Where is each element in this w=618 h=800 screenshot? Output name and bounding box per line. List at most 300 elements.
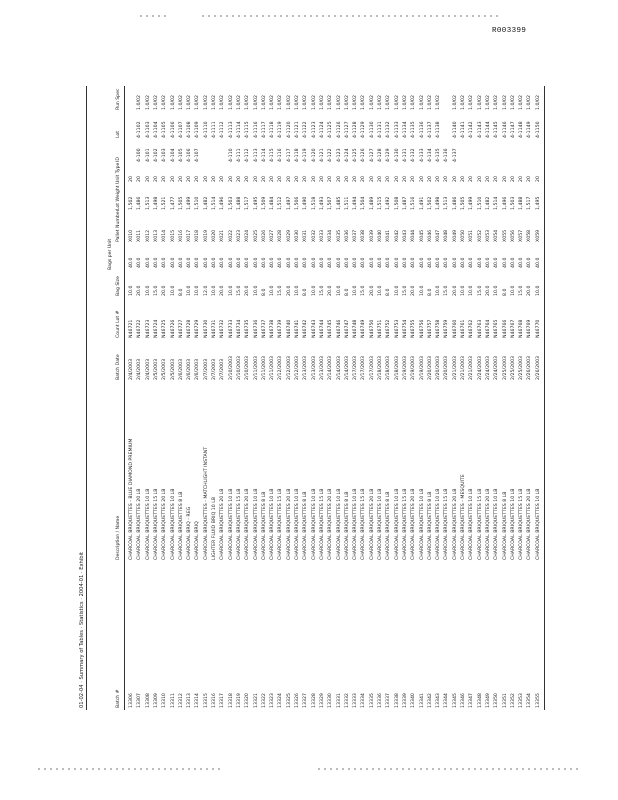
table-cell: 1.0/02 bbox=[170, 95, 176, 110]
table-row bbox=[277, 86, 285, 710]
table-cell: 4-1117 bbox=[261, 121, 267, 138]
table-cell: CHARCOAL BRIQUETTES 10 LB bbox=[170, 488, 176, 560]
table-cell: 2/7/2003 bbox=[212, 358, 217, 380]
table-cell: X051 bbox=[469, 229, 475, 242]
table-cell: N46752 bbox=[386, 319, 392, 338]
table-cell: 20 bbox=[461, 176, 466, 182]
table-cell: 1,507 bbox=[328, 196, 334, 210]
table-cell: X057 bbox=[519, 229, 525, 242]
table-cell: 2/19/2003 bbox=[411, 355, 417, 380]
table-cell: 40.0 bbox=[137, 257, 143, 268]
table-cell: 4-132 bbox=[411, 148, 417, 162]
table-cell: 1.0/02 bbox=[502, 95, 508, 110]
table-cell: 40.0 bbox=[236, 257, 242, 268]
table-cell: 13341 bbox=[419, 693, 425, 708]
table-cell: 20 bbox=[137, 176, 143, 182]
table-cell: 1.0/02 bbox=[278, 95, 284, 110]
table-cell: 10.0 bbox=[295, 285, 300, 296]
table-cell: 1.0/02 bbox=[270, 95, 276, 110]
table-cell: 1,498 bbox=[153, 196, 159, 210]
table-row bbox=[236, 86, 244, 710]
table-cell: 2/10/2003 bbox=[228, 355, 234, 380]
table-cell: 1.0/02 bbox=[485, 95, 491, 110]
table-cell: 20 bbox=[361, 176, 367, 182]
table-cell: 40.0 bbox=[361, 257, 367, 268]
table-row bbox=[194, 86, 202, 710]
table-cell: 13349 bbox=[485, 693, 491, 708]
table-cell: 15.0 bbox=[477, 285, 483, 296]
table-cell: X031 bbox=[303, 229, 309, 242]
table-cell: N46758 bbox=[436, 319, 442, 338]
table-cell: 1.0/02 bbox=[203, 95, 209, 110]
table-cell: N46748 bbox=[353, 319, 359, 338]
table-row bbox=[352, 86, 360, 710]
table-cell: 13314 bbox=[195, 693, 201, 708]
table-cell: X056 bbox=[510, 229, 516, 242]
table-cell: 1.0/02 bbox=[402, 95, 408, 110]
table-cell: 10.0 bbox=[510, 285, 516, 296]
table-cell: X050 bbox=[461, 229, 466, 242]
table-cell: CHARCOAL BRIQUETTES - MATCHLIGHT INSTANT bbox=[203, 446, 209, 560]
table-cell: CHARCOAL BRIQUETTES 8 LB bbox=[502, 491, 508, 560]
table-cell: CHARCOAL BRIQUETTES 10 LB bbox=[353, 488, 359, 560]
table-cell: 4-1150 bbox=[535, 121, 541, 138]
table-cell: 2/14/2003 bbox=[328, 355, 334, 380]
table-row bbox=[344, 86, 352, 710]
table-cell: N46739 bbox=[278, 319, 284, 338]
table-cell: 13337 bbox=[386, 693, 392, 708]
table-cell: CHARCOAL BRIQUETTES 20 LB bbox=[411, 488, 417, 560]
table-caption: 01-02-04 · Summary of Tables · Statistics · 2004-01 · Exhibit bbox=[79, 551, 85, 708]
table-cell: 13320 bbox=[245, 693, 251, 708]
table-cell: 20 bbox=[295, 176, 300, 182]
table-cell: 4-1105 bbox=[162, 121, 168, 138]
table-cell: 4-1136 bbox=[419, 121, 425, 138]
table-cell: N46728 bbox=[187, 319, 193, 338]
table-cell: X049 bbox=[452, 229, 458, 242]
table-cell: 1,502 bbox=[427, 196, 433, 210]
table-row bbox=[302, 86, 310, 710]
table-cell: 1,482 bbox=[485, 196, 491, 210]
table-cell: X026 bbox=[261, 229, 267, 242]
table-cell: 20 bbox=[153, 176, 159, 182]
table-cell: X048 bbox=[444, 229, 450, 242]
table-row bbox=[203, 86, 211, 710]
table-cell: 2/7/2003 bbox=[220, 358, 226, 380]
table-cell: 40.0 bbox=[402, 257, 408, 268]
table-cell: CHARCOAL BRIQUETTES - MESQUITE bbox=[461, 474, 466, 560]
table-cell: CHARCOAL BRIQUETTES 10 LB bbox=[270, 488, 276, 560]
table-cell: 8.0 bbox=[427, 288, 433, 296]
table-cell: X035 bbox=[336, 229, 342, 242]
table-cell: 40.0 bbox=[494, 257, 500, 268]
table-cell: 1,513 bbox=[145, 196, 151, 210]
table-cell: X029 bbox=[286, 229, 292, 242]
table-cell: 13347 bbox=[469, 693, 475, 708]
table-cell: CHARCOAL BRIQUETTES 10 LB bbox=[436, 488, 442, 560]
rotated-table-frame bbox=[78, 86, 546, 710]
table-row bbox=[294, 86, 302, 710]
table-cell: 4-129 bbox=[386, 148, 392, 162]
table-cell: 1.0/02 bbox=[145, 95, 151, 110]
table-row bbox=[460, 86, 468, 710]
table-cell: 40.0 bbox=[378, 257, 383, 268]
table-cell: 4-1148 bbox=[519, 121, 525, 138]
table-cell: 20.0 bbox=[245, 285, 251, 296]
table-cell: N46756 bbox=[419, 319, 425, 338]
table-cell: 10.0 bbox=[461, 285, 466, 296]
table-cell: 4-1125 bbox=[328, 121, 334, 138]
table-cell: 1,518 bbox=[311, 196, 317, 210]
table-row bbox=[493, 86, 501, 710]
table-cell: 1.0/02 bbox=[162, 95, 168, 110]
table-cell: 20 bbox=[286, 176, 292, 182]
table-cell: 2/4/2003 bbox=[145, 358, 151, 380]
table-cell: 20 bbox=[386, 176, 392, 182]
table-cell: CHARCOAL BRIQUETTES 15 LB bbox=[278, 488, 284, 560]
table-cell: 4-1120 bbox=[286, 121, 292, 138]
table-cell: X019 bbox=[203, 229, 209, 242]
table-row bbox=[443, 86, 451, 710]
table-cell: N46754 bbox=[402, 319, 408, 338]
table-cell: 13307 bbox=[137, 693, 143, 708]
table-cell: 4-135 bbox=[436, 148, 442, 162]
table-cell: 20 bbox=[336, 176, 342, 182]
table-cell: 1.0/02 bbox=[419, 95, 425, 110]
table-cell: 2/4/2003 bbox=[137, 358, 143, 380]
table-cell: 1,517 bbox=[245, 196, 251, 210]
table-cell: 2/18/2003 bbox=[386, 355, 392, 380]
table-cell: 20 bbox=[303, 176, 309, 182]
table-cell: 2/20/2003 bbox=[436, 355, 442, 380]
table-cell: X013 bbox=[153, 229, 159, 242]
table-cell: 2/18/2003 bbox=[378, 355, 383, 380]
table-cell: X023 bbox=[236, 229, 242, 242]
table-cell: 1,488 bbox=[519, 196, 525, 210]
table-cell: 10.0 bbox=[469, 285, 475, 296]
table-cell: 4-123 bbox=[336, 148, 342, 162]
table-cell: 8.0 bbox=[344, 288, 350, 296]
table-cell: 1.0/02 bbox=[212, 95, 217, 110]
table-cell: 10.0 bbox=[170, 285, 176, 296]
table-cell: 4-105 bbox=[178, 148, 184, 162]
table-cell: 20 bbox=[220, 176, 226, 182]
table-cell: 10.0 bbox=[187, 285, 193, 296]
table-cell: 4-128 bbox=[378, 148, 383, 162]
table-cell: 20 bbox=[477, 176, 483, 182]
table-cell: 4-1146 bbox=[502, 121, 508, 138]
table-cell: 4-110 bbox=[228, 148, 234, 162]
header-cell: Pallet Number bbox=[116, 209, 121, 242]
table-cell: 1.0/02 bbox=[311, 95, 317, 110]
table-cell: CHARCOAL BRIQUETTES 10 LB bbox=[469, 488, 475, 560]
table-cell: 4-1126 bbox=[336, 121, 342, 138]
table-cell: CHARCOAL BRIQUETTES 20 LB bbox=[286, 488, 292, 560]
table-cell: 1,503 bbox=[510, 196, 516, 210]
table-cell: 40.0 bbox=[162, 257, 168, 268]
table-cell: 40.0 bbox=[153, 257, 159, 268]
table-cell: 13328 bbox=[311, 693, 317, 708]
table-row bbox=[178, 86, 186, 710]
table-cell: X038 bbox=[361, 229, 367, 242]
table-cell: 2/6/2003 bbox=[195, 358, 201, 380]
table-cell: CHARCOAL BRIQUETTES 10 LB bbox=[510, 488, 516, 560]
table-cell: 20.0 bbox=[527, 285, 533, 296]
table-cell: 4-124 bbox=[344, 148, 350, 162]
table-cell: X041 bbox=[386, 229, 392, 242]
table-cell: 40.0 bbox=[344, 257, 350, 268]
table-cell: CHARCOAL BRIQUETTES 8 LB bbox=[178, 491, 184, 560]
table-cell: 20 bbox=[527, 176, 533, 182]
table-cell: 20 bbox=[378, 176, 383, 182]
table-cell: 4-102 bbox=[153, 148, 159, 162]
table-cell: 40.0 bbox=[535, 257, 541, 268]
table-cell: 20.0 bbox=[162, 285, 168, 296]
table-cell: 1,514 bbox=[494, 196, 500, 210]
table-cell: 1.0/02 bbox=[137, 95, 143, 110]
table-cell: N46753 bbox=[394, 319, 400, 338]
table-cell: CHARCOAL BRIQUETTES 10 LB bbox=[394, 488, 400, 560]
table-cell: 4-1133 bbox=[394, 121, 400, 138]
table-cell: 2/13/2003 bbox=[303, 355, 309, 380]
table-cell: 2/5/2003 bbox=[162, 358, 168, 380]
table-row bbox=[394, 86, 402, 710]
table-cell: 1,485 bbox=[336, 196, 342, 210]
table-cell: 1,510 bbox=[477, 196, 483, 210]
table-row bbox=[153, 86, 161, 710]
table-cell: 1.0/02 bbox=[378, 95, 383, 110]
table-row bbox=[219, 86, 227, 710]
table-cell: 1.0/02 bbox=[427, 95, 433, 110]
table-row bbox=[244, 86, 252, 710]
table-cell: X011 bbox=[137, 229, 143, 242]
table-cell: 1,496 bbox=[502, 196, 508, 210]
page-identifier: R003399 bbox=[492, 27, 527, 35]
table-cell: 20 bbox=[519, 176, 525, 182]
table-cell: X010 bbox=[129, 229, 134, 242]
table-cell: 40.0 bbox=[394, 257, 400, 268]
table-cell: X018 bbox=[195, 229, 201, 242]
table-cell: 40.0 bbox=[187, 257, 193, 268]
table-cell: 20 bbox=[236, 176, 242, 182]
table-cell: N46745 bbox=[328, 319, 334, 338]
table-row bbox=[128, 86, 136, 710]
table-cell: 20 bbox=[369, 176, 375, 182]
table-cell: 1.0/02 bbox=[361, 95, 367, 110]
table-cell: 13313 bbox=[187, 693, 193, 708]
table-cell: 4-1141 bbox=[461, 121, 466, 138]
table-cell: 20 bbox=[402, 176, 408, 182]
table-cell: N46733 bbox=[228, 319, 234, 338]
table-cell: 1,488 bbox=[236, 196, 242, 210]
table-cell: 2/11/2003 bbox=[253, 355, 259, 380]
table-cell: 40.0 bbox=[170, 257, 176, 268]
table-cell: 4-120 bbox=[311, 148, 317, 162]
table-cell: 2/17/2003 bbox=[369, 355, 375, 380]
table-row bbox=[136, 86, 144, 710]
table-cell: 40.0 bbox=[220, 257, 226, 268]
table-cell: 13318 bbox=[228, 693, 234, 708]
table-cell: 1.0/02 bbox=[187, 95, 193, 110]
table-cell: 10.0 bbox=[494, 285, 500, 296]
table-cell: 4-1130 bbox=[369, 121, 375, 138]
table-cell: 1,512 bbox=[278, 196, 284, 210]
table-cell: 1.0/02 bbox=[519, 95, 525, 110]
table-cell: N46750 bbox=[369, 319, 375, 338]
header-cell: Batch Date bbox=[116, 354, 121, 380]
table-cell: 20 bbox=[228, 176, 234, 182]
table-row bbox=[360, 86, 368, 710]
table-cell: 40.0 bbox=[469, 257, 475, 268]
table-cell: 4-103 bbox=[162, 148, 168, 162]
table-cell: 40.0 bbox=[510, 257, 516, 268]
table-cell: 40.0 bbox=[295, 257, 300, 268]
table-cell: 1,510 bbox=[195, 196, 201, 210]
table-cell: N46769 bbox=[527, 319, 533, 338]
table-cell: 1.0/02 bbox=[394, 95, 400, 110]
table-cell: 4-1134 bbox=[402, 121, 408, 138]
table-row bbox=[435, 86, 443, 710]
table-cell: 40.0 bbox=[519, 257, 525, 268]
table-cell: X030 bbox=[295, 229, 300, 242]
table-cell: 2/13/2003 bbox=[319, 355, 325, 380]
table-cell: 10.0 bbox=[378, 285, 383, 296]
table-cell: 4-125 bbox=[353, 148, 359, 162]
table-cell: N46767 bbox=[510, 319, 516, 338]
table-cell: 2/4/2003 bbox=[129, 358, 134, 380]
table-row bbox=[427, 86, 435, 710]
table-cell: 1,492 bbox=[386, 196, 392, 210]
table-cell: 20 bbox=[344, 176, 350, 182]
table-cell: 13327 bbox=[303, 693, 309, 708]
table-cell: 40.0 bbox=[178, 257, 184, 268]
table-cell: CHARCOAL BRIQUETTES 20 LB bbox=[527, 488, 533, 560]
table-cell: CHARCOAL BRIQUETTES 10 LB bbox=[311, 488, 317, 560]
table-cell: CHARCOAL BRIQUETTES 8 LB bbox=[261, 491, 267, 560]
table-cell: 4-131 bbox=[402, 148, 408, 162]
table-cell: 4-1135 bbox=[411, 121, 417, 138]
table-cell: CHARCOAL BRIQUETTES 15 LB bbox=[444, 488, 450, 560]
table-cell: 1,499 bbox=[469, 196, 475, 210]
table-cell: 1.0/02 bbox=[319, 95, 325, 110]
table-cell: CHARCOAL BRIQUETTES 20 LB bbox=[220, 488, 226, 560]
table-cell: 4-130 bbox=[394, 148, 400, 162]
table-cell: 15.0 bbox=[278, 285, 284, 296]
table-cell: 40.0 bbox=[319, 257, 325, 268]
table-cell: 1.0/02 bbox=[228, 95, 234, 110]
table-row bbox=[319, 86, 327, 710]
table-cell: 4-1132 bbox=[386, 121, 392, 138]
table-cell: X052 bbox=[477, 229, 483, 242]
table-row bbox=[327, 86, 335, 710]
table-cell: 8.0 bbox=[502, 288, 508, 296]
table-bottom-rule bbox=[544, 86, 545, 710]
table-cell: N46721 bbox=[129, 319, 134, 338]
table-cell: 4-1119 bbox=[278, 121, 284, 138]
table-row bbox=[369, 86, 377, 710]
table-cell: 2/21/2003 bbox=[469, 355, 475, 380]
table-cell: 4-1112 bbox=[220, 121, 226, 138]
table-cell: 13322 bbox=[261, 693, 267, 708]
table-cell: X014 bbox=[162, 229, 168, 242]
table-cell: 20 bbox=[195, 176, 201, 182]
table-row bbox=[286, 86, 294, 710]
table-cell: 13323 bbox=[270, 693, 276, 708]
table-cell: X032 bbox=[311, 229, 317, 242]
table-cell: CHARCOAL BRIQUETTES 15 LB bbox=[236, 488, 242, 560]
table-cell: 1,509 bbox=[261, 196, 267, 210]
table-cell: 10.0 bbox=[353, 285, 359, 296]
table-cell: 13336 bbox=[378, 693, 383, 708]
table-cell: 10.0 bbox=[270, 285, 276, 296]
table-cell: 10.0 bbox=[336, 285, 342, 296]
table-cell: 4-1109 bbox=[195, 121, 201, 138]
header-cell: Bag Size bbox=[116, 276, 121, 296]
table-cell: 13354 bbox=[527, 693, 533, 708]
table-cell: N46732 bbox=[220, 319, 226, 338]
table-row bbox=[402, 86, 410, 710]
table-cell: 4-1118 bbox=[270, 121, 276, 138]
table-cell: 13345 bbox=[452, 693, 458, 708]
table-cell: 4-1149 bbox=[527, 121, 533, 138]
table-cell: X022 bbox=[228, 229, 234, 242]
table-cell: 4-1123 bbox=[311, 121, 317, 138]
table-cell: N46731 bbox=[212, 319, 217, 338]
table-cell: 4-1110 bbox=[203, 121, 209, 138]
table-cell: N46729 bbox=[195, 319, 201, 338]
table-cell: X040 bbox=[378, 229, 383, 242]
table-cell: 20 bbox=[485, 176, 491, 182]
table-cell: 1,502 bbox=[129, 196, 134, 210]
table-cell: 1,477 bbox=[170, 196, 176, 210]
table-cell: 40.0 bbox=[303, 257, 309, 268]
table-cell: 20 bbox=[187, 176, 193, 182]
table-cell: 13312 bbox=[178, 693, 184, 708]
table-cell: N46759 bbox=[444, 319, 450, 338]
table-cell: 2/10/2003 bbox=[236, 355, 242, 380]
table-cell: 13321 bbox=[253, 693, 259, 708]
table-row bbox=[311, 86, 319, 710]
table-cell: N46722 bbox=[137, 319, 143, 338]
table-cell: N46762 bbox=[469, 319, 475, 338]
table-cell: N46751 bbox=[378, 319, 383, 338]
table-cell: CHARCOAL BRIQ - REG bbox=[187, 506, 193, 560]
table-cell: 1,494 bbox=[353, 196, 359, 210]
table-cell: N46766 bbox=[502, 319, 508, 338]
table-cell: 12.0 bbox=[203, 285, 209, 296]
table-cell: LIGHTER FLUID BRIQ 10 LB bbox=[212, 496, 217, 560]
table-cell: 2/18/2003 bbox=[394, 355, 400, 380]
table-cell: X021 bbox=[220, 229, 226, 242]
table-cell: N46730 bbox=[203, 319, 209, 338]
table-cell: 20 bbox=[270, 176, 276, 182]
table-cell: 20 bbox=[469, 176, 475, 182]
table-cell: 1.0/02 bbox=[178, 95, 184, 110]
table-cell: 40.0 bbox=[427, 257, 433, 268]
rotated-table bbox=[78, 86, 546, 710]
table-cell: 1.0/02 bbox=[336, 95, 342, 110]
table-cell: 4-122 bbox=[328, 148, 334, 162]
table-cell: 20 bbox=[452, 176, 458, 182]
table-cell: 13315 bbox=[203, 693, 209, 708]
table-cell: 8.0 bbox=[261, 288, 267, 296]
table-cell: 1,514 bbox=[212, 196, 217, 210]
table-cell: 8.0 bbox=[386, 288, 392, 296]
table-cell: 13344 bbox=[444, 693, 450, 708]
table-cell: X047 bbox=[436, 229, 442, 242]
table-cell: CHARCOAL BRIQUETTES 20 LB bbox=[328, 488, 334, 560]
table-cell: 15.0 bbox=[153, 285, 159, 296]
